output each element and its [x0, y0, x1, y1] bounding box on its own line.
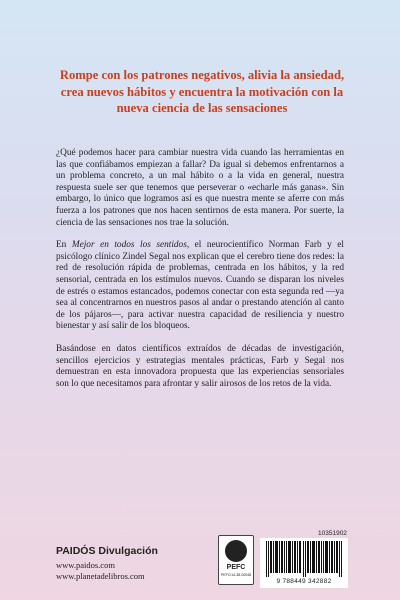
synopsis: [56, 148, 344, 401]
barcode-icon: [266, 541, 342, 577]
synopsis-paragraph-2-prefix: En: [56, 240, 72, 251]
synopsis-paragraph-2-rest: , el neurocientífico Norman Farb y el psicólogo clínico Zindel Segal nos explican que el cerebro tiene dos redes: la red de resolución rápida de problemas, centrada en los hábitos, y la red sensorial, centrada en los estímulos nuevos. Cuando se disparan los niveles de estrés o estamos estancados, podemos conectar con esta segunda red —ya sea al concentrarnos en nuestros pasos al andar o prestando atención al canto de los pájaros—, para activar nuestra capacidad de resiliencia y nuestro bienestar y así salir de los bloqueos.: [56, 240, 345, 332]
pefc-logo: [218, 535, 254, 585]
publisher-name: PAIDÓS Divulgación: [56, 545, 158, 557]
publisher-block: [56, 545, 158, 581]
pefc-certificate-code: PEFC/14-38-00048: [220, 573, 252, 577]
pefc-tree-icon: [225, 540, 247, 562]
synopsis-paragraph-3: Basándose en datos científicos extraídos de décadas de investigación, sencillos ejercicios y estrategias mentales prácticas, Farb y Segal nos demuestran en esta innovadora propuesta que las experiencias sensoriales son lo que necesitamos para afrontar y salir airosos de los retos de la vida.: [56, 343, 344, 389]
publisher-url-1: www.paidos.com: [56, 560, 115, 570]
synopsis-paragraph-2: [56, 240, 344, 333]
product-code: 10351902: [318, 530, 347, 537]
pefc-label: PEFC: [226, 564, 246, 571]
isbn-number: 9 788449 342882: [276, 578, 332, 585]
synopsis-paragraph-1: ¿Qué podemos hacer para cambiar nuestra vida cuando las herramientas en las que confiábamos empiezan a fallar? Da igual si debemos enfrentarnos a un problema concreto, a un mal hábito o a la vida en general, nuestra respuesta suele ser que tenemos que perseverar o «echarle más ganas». Sin embargo, lo único que logramos así es que nuestra mente se aferre con más fuerza a los patrones que nos hacen sentirnos de esta manera. Por suerte, la ciencia de las sensaciones nos trae la solución.: [56, 148, 344, 228]
book-title-italic: Mejor en todos los sentidos: [71, 240, 187, 251]
publisher-url-2: www.planetadelibros.com: [56, 570, 145, 581]
back-cover-headline: Rompe con los patrones negativos, alivia la ansiedad, crea nuevos hábitos y encuentra la motivación con la nueva ciencia de las sensaciones: [59, 68, 345, 116]
isbn-barcode: [260, 538, 348, 588]
